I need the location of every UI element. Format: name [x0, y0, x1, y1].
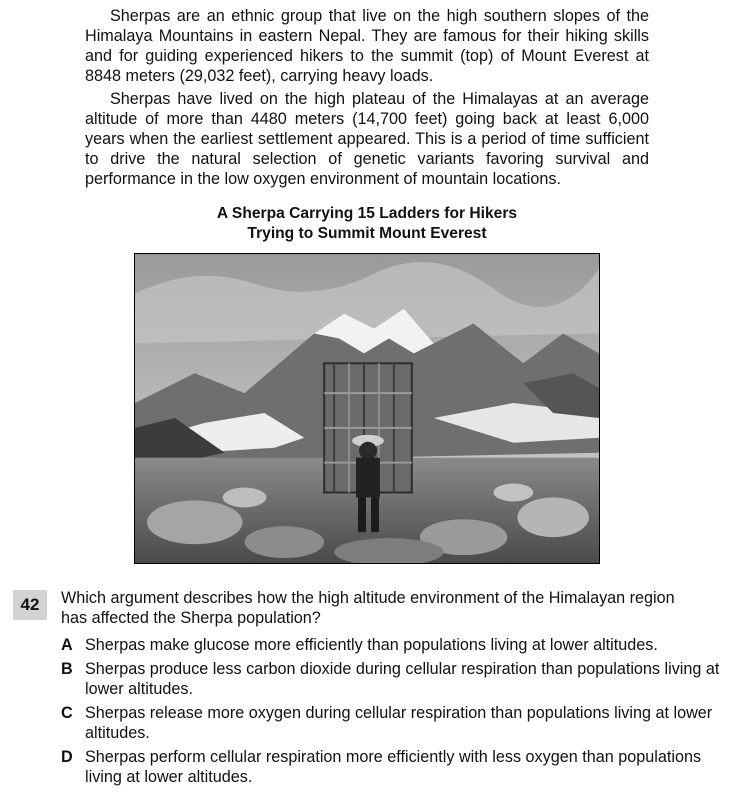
sherpa-photo: [134, 253, 600, 564]
choice-text: Sherpas release more oxygen during cellular respiration than populations living at lower altitudes.: [85, 704, 713, 742]
figure-caption-line-2: Trying to Summit Mount Everest: [247, 225, 487, 242]
boulder: [147, 500, 243, 544]
figure-caption-line-1: A Sherpa Carrying 15 Ladders for Hikers: [216, 205, 518, 222]
sherpa-photo-illustration: [135, 254, 599, 563]
choice-letter: C: [61, 704, 73, 722]
figure-caption: [85, 204, 649, 244]
boulder: [493, 484, 533, 502]
choice-text: Sherpas perform cellular respiration more efficiently with less oxygen than populations living at lower altitudes.: [85, 748, 702, 786]
choice-letter: B: [61, 660, 73, 678]
reading-passage: [85, 6, 649, 192]
question-stem: Which argument describes how the high altitude environment of the Himalayan region has affected the Sherpa population?: [61, 589, 675, 627]
answer-choices: [61, 635, 721, 791]
boulder: [223, 487, 267, 507]
choice-text: Sherpas produce less carbon dioxide during cellular respiration than populations living at lower altitudes.: [85, 660, 720, 698]
answer-choice-a[interactable]: [61, 635, 721, 655]
answer-choice-c[interactable]: [61, 703, 721, 743]
choice-letter: A: [61, 636, 73, 654]
passage-paragraph-2: Sherpas have lived on the high plateau of the Himalayas at an average altitude of more than 4480 meters (14,700 feet) going back at least 6,000 years when the earliest settlement appeared. This is a period of time sufficient to drive the natural selection of genetic variants favoring survival and performance in the low oxygen environment of mountain locations.: [85, 90, 649, 188]
answer-choice-b[interactable]: [61, 659, 721, 699]
choice-letter: D: [61, 748, 73, 766]
answer-choice-d[interactable]: [61, 747, 721, 787]
choice-text: Sherpas make glucose more efficiently than populations living at lower altitudes.: [85, 636, 658, 654]
boulder: [517, 497, 589, 537]
question-number-badge: 42: [13, 590, 47, 620]
boulder: [245, 526, 325, 558]
passage-paragraph-1: Sherpas are an ethnic group that live on the high southern slopes of the Himalaya Mountains in eastern Nepal. They are famous for their hiking skills and for guiding experienced hikers to the summit (top) of Mount Everest at 8848 meters (29,032 feet), carrying heavy loads.: [85, 7, 649, 85]
